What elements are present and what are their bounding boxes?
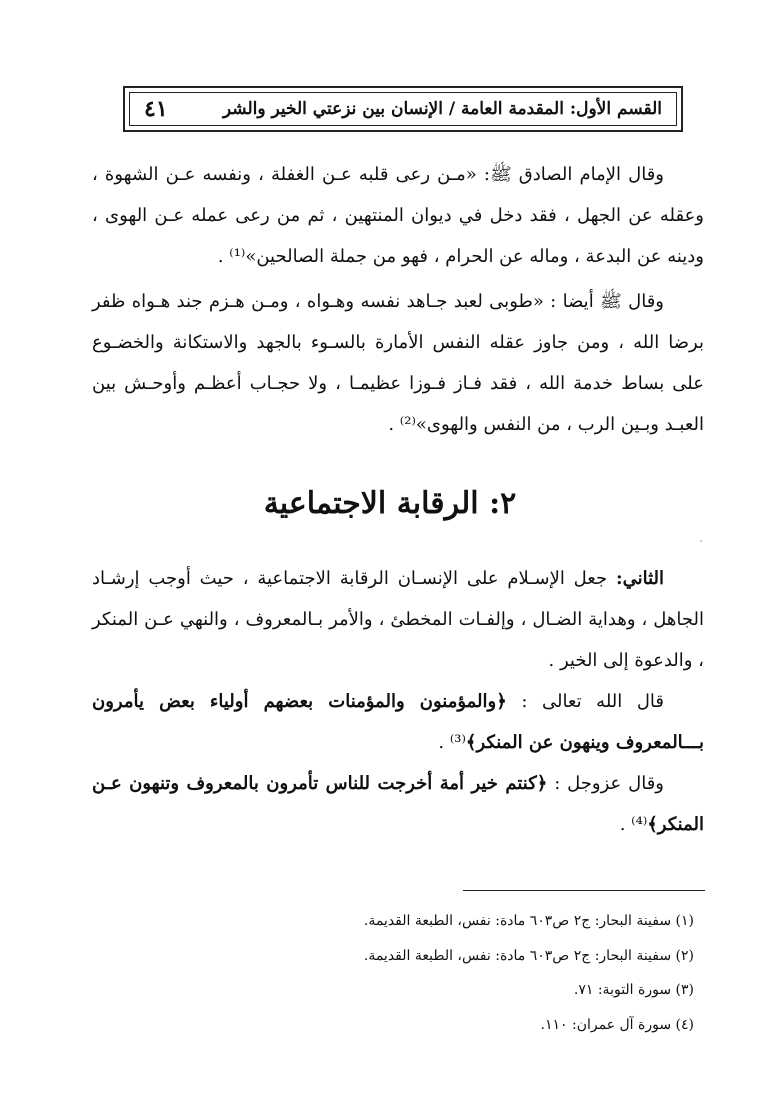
paragraph-4-lead: قال الله تعالى : [506, 691, 664, 712]
top-text-block [92, 154, 704, 445]
bottom-text-block [92, 558, 704, 845]
paragraph-5 [92, 763, 704, 845]
footnote-3: (٣) سورة التوبة: ٧١. [573, 982, 694, 998]
footnote-4: (٤) سورة آل عمران: ١١٠. [540, 1016, 694, 1033]
paragraph-4-tail: ⁽³⁾ . [438, 732, 466, 753]
footnote-1: (١) سفينة البحار: ج٢ ص٦٠٣ مادة: نفس، الطبعة القديمة. [363, 913, 694, 929]
quran-verse-1: ﴿والمؤمنون والمؤمنات بعضهم أولياء بعض يأمرون بـــالمعروف وينهون عن المنكر﴾ [92, 691, 704, 753]
quran-verse-2: ﴿كنتم خير أمة أخرجت للناس تأمرون بالمعروف وتنهون عـن المنكر﴾ [92, 773, 704, 835]
paragraph-5-tail: ⁽⁴⁾ . [619, 814, 648, 835]
paragraph-2: وقال ﷺ أيضا : «طوبى لعبد جـاهد نفسه وهـواه ، ومـن هـزم جند هـواه ظفر برضا الله ، ومن جاوز عقله النفس الأمارة بالسـوء بالجهد والاستكانة والخضـوع على بساط خدمة الله ، فقد فـاز فـوزا عظيمـا ، ولا حجـاب أعظـم وأوحـش بين العبـد وبـين الرب ، من النفس والهوى»⁽²⁾ . [92, 291, 704, 435]
footnote-2: (٢) سفينة البحار: ج٢ ص٦٠٣ مادة: نفس، الطبعة القديمة. [363, 947, 694, 964]
scan-speck [700, 540, 702, 542]
section-heading: ٢: الرقابة الاجتماعية [263, 486, 517, 521]
running-header [123, 86, 683, 132]
paragraph-4 [92, 681, 704, 763]
paragraph-3-lead: الثاني: [615, 568, 664, 589]
paragraph-3 [92, 558, 704, 681]
page-number: ٤١ [144, 96, 168, 122]
running-header-title: القسم الأول: المقدمة العامة / الإنسان بين نزعتي الخير والشر [222, 99, 662, 119]
paragraph-5-lead: وقال عزوجل : [547, 773, 664, 794]
footnotes [300, 904, 694, 1042]
footnote-divider [463, 890, 705, 891]
paragraph-3-text: جعل الإسـلام على الإنسـان الرقابة الاجتماعية ، حيث أوجب إرشـاد الجاهل ، وهداية الضـال ، وإلفـات المخطئ ، والأمر بـالمعروف ، والنهي عـن المنكر ، والدعوة إلى الخير . [92, 568, 704, 671]
paragraph-1: وقال الإمام الصادق ﷺ: «مـن رعى قلبه عـن الغفلة ، ونفسه عـن الشهوة ، وعقله عن الجهل ، فقد دخل في ديوان المنتهين ، ثم من رعى عمله عـن الهوى ، ودينه عن البدعة ، وماله عن الحرام ، فهو من جملة الصالحين»⁽¹⁾ . [92, 164, 704, 267]
